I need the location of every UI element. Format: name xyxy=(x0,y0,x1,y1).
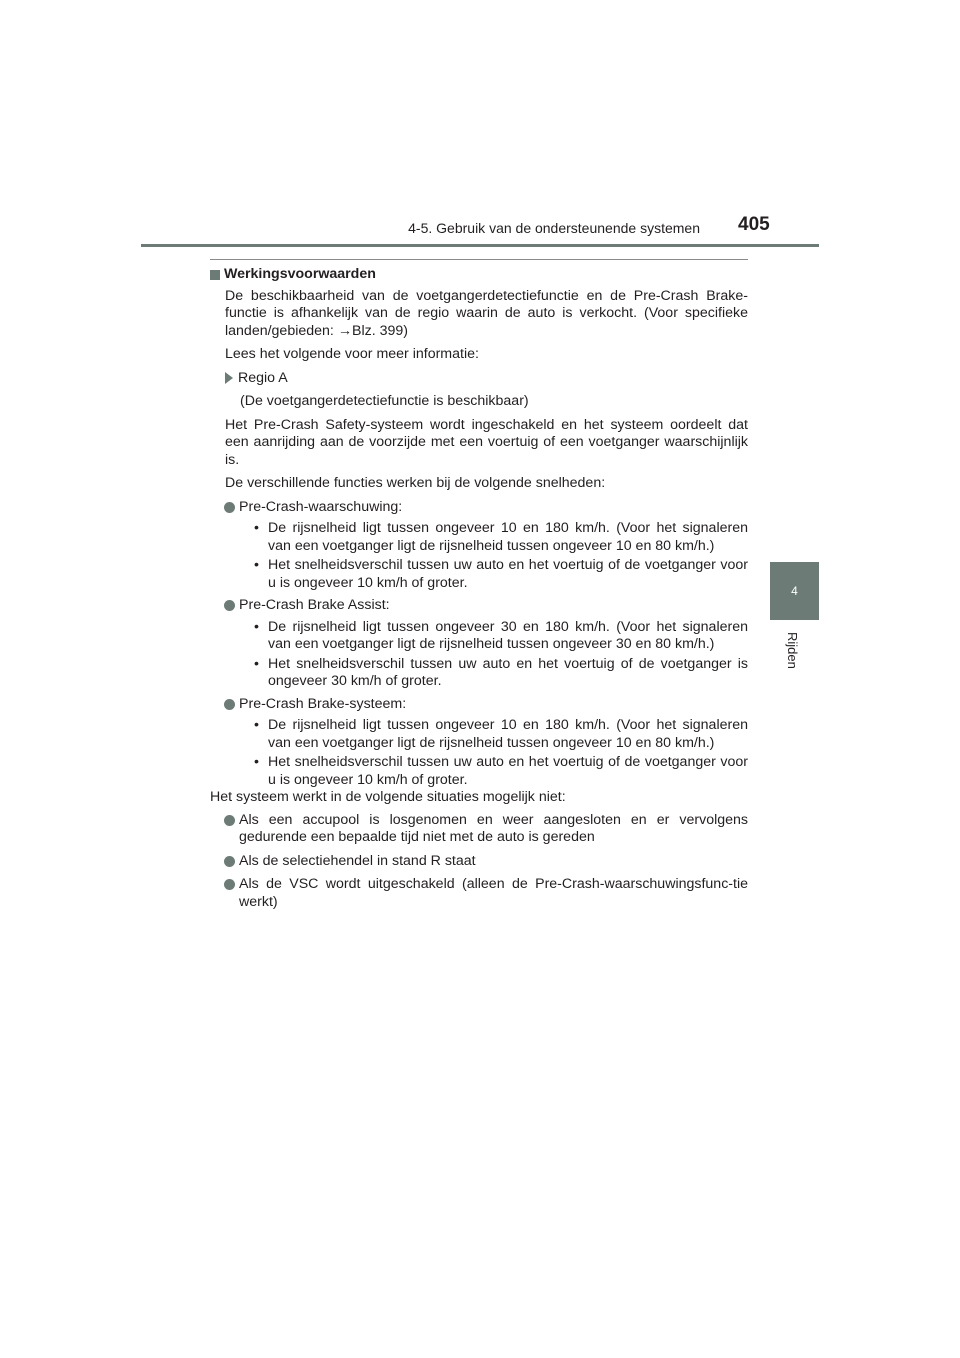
circle-bullet-icon xyxy=(224,600,235,611)
circle-bullet-icon xyxy=(224,856,235,867)
sub-bullet-marker: • xyxy=(254,520,259,536)
chapter-label: Rijden xyxy=(785,632,800,669)
function-condition: • De rijsnelheid ligt tussen ongeveer 10 en 180 km/h. (Voor het signaleren van een voetganger ligt de rijsnelheid tussen ongeveer 10 en 80 km/h.) xyxy=(254,717,748,751)
not-working-item: Als een accupool is losgenomen en weer aangesloten en er vervolgens gedurende een bepaalde tijd niet met de auto is gereden xyxy=(224,812,748,847)
header-rule xyxy=(141,244,819,247)
region-item xyxy=(225,370,748,388)
circle-bullet-icon xyxy=(224,815,235,826)
chapter-number: 4 xyxy=(791,584,798,598)
sub-bullet-marker: • xyxy=(254,754,259,770)
section-heading xyxy=(210,266,748,284)
sub-bullet-marker: • xyxy=(254,717,259,733)
header-section-title: 4-5. Gebruik van de ondersteunende systemen xyxy=(408,220,700,236)
function-condition: • De rijsnelheid ligt tussen ongeveer 10 en 180 km/h. (Voor het signaleren van een voetganger ligt de rijsnelheid tussen ongeveer 10 en 80 km/h.) xyxy=(254,520,748,554)
not-working-intro: Het systeem werkt in de volgende situaties mogelijk niet: xyxy=(210,789,566,805)
system-activation-paragraph: Het Pre-Crash Safety-systeem wordt ingeschakeld en het systeem oordeelt dat een aanrijding aan de voorzijde met een voertuig of een voetganger waarschijnlijk is. xyxy=(225,416,748,468)
function-name: Pre-Crash Brake Assist: xyxy=(239,597,390,613)
intro-paragraph: De beschikbaarheid van de voetgangerdetectiefunctie en de Pre-Crash Brake-functie is afhankelijk van de regio waarin de auto is verkocht. (Voor specifieke landen/gebieden: →Blz. 399) xyxy=(225,287,748,339)
sub-bullet-marker: • xyxy=(254,557,259,573)
circle-bullet-icon xyxy=(224,502,235,513)
page-number: 405 xyxy=(738,214,770,235)
function-name: Pre-Crash Brake-systeem: xyxy=(239,695,407,712)
function-name: Pre-Crash-waarschuwing: xyxy=(239,498,403,515)
more-info-paragraph: Lees het volgende voor meer informatie: xyxy=(225,346,479,362)
function-item xyxy=(224,597,748,615)
not-working-item: Als de VSC wordt uitgeschakeld (alleen de Pre-Crash-waarschuwingsfunc-tie werkt) xyxy=(224,876,748,911)
not-working-item: Als de selectiehendel in stand R staat xyxy=(224,853,748,871)
chapter-tab xyxy=(770,562,819,620)
section-heading-text: Werkingsvoorwaarden xyxy=(224,266,376,282)
circle-bullet-icon xyxy=(224,699,235,710)
function-condition: • Het snelheidsverschil tussen uw auto en het voertuig of de voetganger voor u is ongeveer 10 km/h of groter. xyxy=(254,754,748,788)
function-item xyxy=(224,696,748,714)
function-condition: • Het snelheidsverschil tussen uw auto en het voertuig of de voetganger voor u is ongeveer 10 km/h of groter. xyxy=(254,557,748,591)
square-bullet-icon xyxy=(210,270,220,280)
sub-bullet-marker: • xyxy=(254,655,259,672)
function-condition: • De rijsnelheid ligt tussen ongeveer 30 en 180 km/h. (Voor het signaleren van een voetganger ligt de rijsnelheid tussen ongeveer 30 en 80 km/h.) xyxy=(254,618,748,652)
page-content xyxy=(210,266,748,915)
sub-bullet-marker: • xyxy=(254,618,259,635)
circle-bullet-icon xyxy=(224,879,235,890)
section-rule xyxy=(210,259,748,260)
function-item xyxy=(224,499,748,517)
speeds-intro-paragraph: De verschillende functies werken bij de volgende snelheden: xyxy=(225,475,606,491)
function-condition: • Het snelheidsverschil tussen uw auto en het voertuig of de voetganger is ongeveer 30 km/h of groter. xyxy=(254,655,748,689)
region-note: (De voetgangerdetectiefunctie is beschikbaar) xyxy=(240,393,529,409)
region-label: Regio A xyxy=(238,369,288,386)
triangle-arrow-icon xyxy=(225,372,233,384)
